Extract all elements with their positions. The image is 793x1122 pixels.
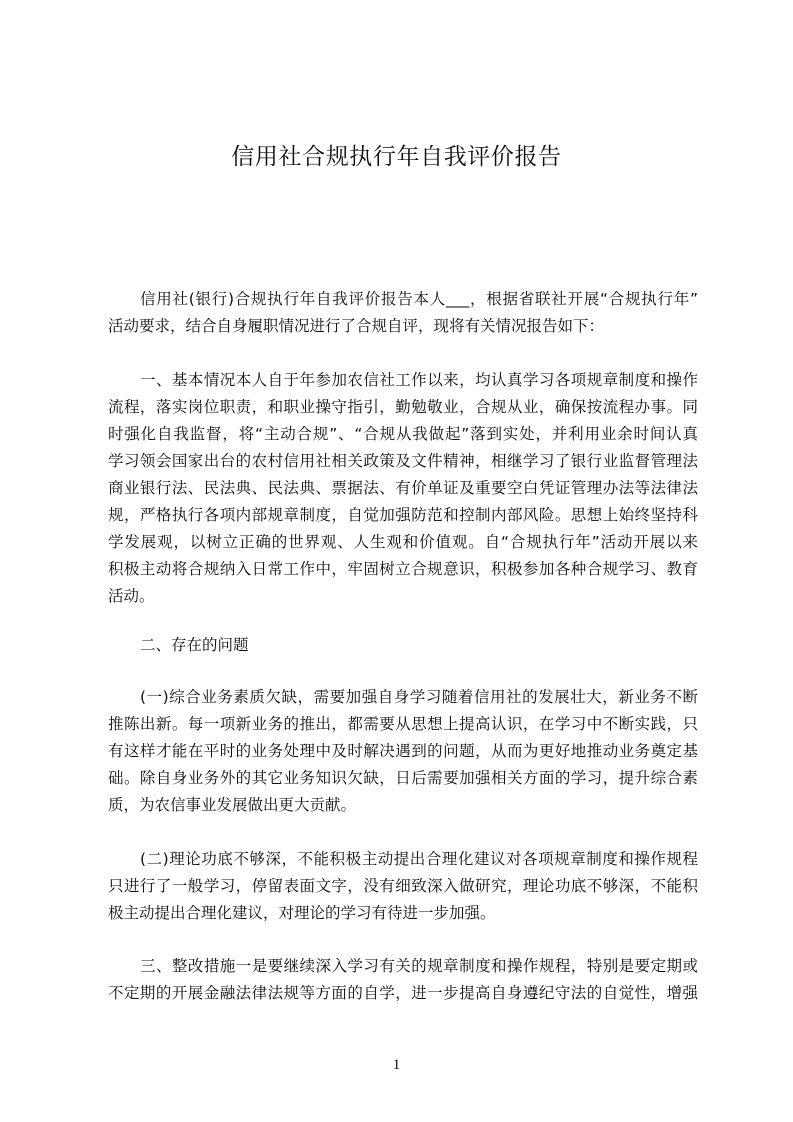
paragraph-line: (二)理论功底不够深，不能积极主动提出合理化建议对各项规章制度和操作规程 xyxy=(140,850,698,868)
section-heading-line: 二、存在的问题 xyxy=(140,636,249,654)
paragraph-line: 流程，落实岗位职责，和职业操守指引，勤勉敬业，合规从业，确保按流程办事。同 xyxy=(108,398,698,416)
paragraph-line: 商业银行法、民法典、民法典、票据法、有价单证及重要空白凭证管理办法等法律法 xyxy=(108,479,698,497)
paragraph-line: 极主动提出合理化建议，对理论的学习有待进一步加强。 xyxy=(108,904,496,922)
paragraph-line: 学习领会国家出台的农村信用社相关政策及文件精神，相继学习了银行业监督管理法 xyxy=(108,452,698,470)
paragraph-line: 时强化自我监督，将“主动合规”、“合规从我做起”落到实处，并利用业余时间认真 xyxy=(108,425,698,443)
paragraph-line: 质，为农信事业发展做出更大贡献。 xyxy=(108,796,357,814)
paragraph-line: 活动。 xyxy=(108,587,155,605)
paragraph-line: 有这样才能在平时的业务处理中及时解决遇到的问题，从而为更好地推动业务奠定基 xyxy=(108,742,698,760)
paragraph-line: 规，严格执行各项内部规章制度，自觉加强防范和控制内部风险。思想上始终坚持科 xyxy=(108,506,698,524)
paragraph-line: 积极主动将合规纳入日常工作中，牢固树立合规意识，积极参加各种合规学习、教育 xyxy=(108,560,698,578)
document-body xyxy=(108,286,698,1007)
paragraph-line: 只进行了一般学习，停留表面文字，没有细致深入做研究，理论功底不够深，不能积 xyxy=(108,877,698,895)
document-title: 信用社合规执行年自我评价报告 xyxy=(231,144,562,170)
paragraph-line: 不定期的开展金融法律法规等方面的自学，进一步提高自身遵纪守法的自觉性，增强 xyxy=(108,984,698,1002)
problems-heading xyxy=(108,632,698,659)
paragraph-line: 学发展观，以树立正确的世界观、人生观和价值观。自“合规执行年”活动开展以来 xyxy=(108,533,698,551)
paragraph-line: 推陈出新。每一项新业务的推出，都需要从思想上提高认识，在学习中不断实践，只 xyxy=(108,715,698,733)
intro-paragraph xyxy=(108,286,698,340)
problem-one-paragraph xyxy=(108,684,698,819)
page-number: 1 xyxy=(392,1057,401,1073)
paragraph-line: 信用社(银行)合规执行年自我评价报告本人___，根据省联社开展“合规执行年” xyxy=(140,290,698,308)
paragraph-line: (一)综合业务素质欠缺，需要加强自身学习随着信用社的发展壮大，新业务不断 xyxy=(140,688,698,706)
corrective-measures-paragraph xyxy=(108,953,698,1007)
paragraph-line: 活动要求，结合自身履职情况进行了合规自评，现将有关情况报告如下： xyxy=(108,317,605,335)
paragraph-line: 础。除自身业务外的其它业务知识欠缺，日后需要加强相关方面的学习，提升综合素 xyxy=(108,769,698,787)
basic-situation-paragraph xyxy=(108,367,698,610)
paragraph-line: 三、整改措施一是要继续深入学习有关的规章制度和操作规程，特别是要定期或 xyxy=(140,957,698,975)
paragraph-line: 一、基本情况本人自于年参加农信社工作以来，均认真学习各项规章制度和操作 xyxy=(140,371,698,389)
problem-two-paragraph xyxy=(108,846,698,927)
